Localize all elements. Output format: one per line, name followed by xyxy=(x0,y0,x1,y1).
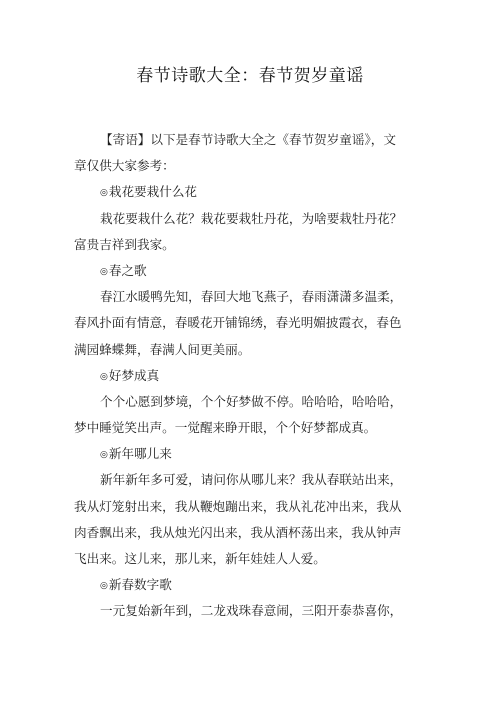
section-heading xyxy=(74,179,390,205)
intro-line: 章仅供大家参考： xyxy=(74,158,175,174)
section-heading-text: 栽花要栽什么花 xyxy=(108,184,198,200)
poem-line: 我从灯笼射出来，我从鞭炮蹦出来，我从礼花冲出来，我从 xyxy=(74,498,402,514)
section-heading-text: 好梦成真 xyxy=(108,367,160,383)
section-heading-text: 新春数字歌 xyxy=(108,577,172,593)
poem-line: 春风扑面有情意，春暖花开铺锦绣，春光明媚披霞衣，春色 xyxy=(74,315,402,331)
poem-line: 满园蜂蝶舞，春满人间更美丽。 xyxy=(74,341,251,357)
bullet-icon: ◎ xyxy=(100,371,108,382)
poem-line: 一元复始新年到，二龙戏珠春意闹，三阳开泰恭喜你， xyxy=(100,603,403,619)
poem-line: 个个心愿到梦境，个个好梦做不停。哈哈哈，哈哈哈， xyxy=(100,393,403,409)
poem-line: 肉香飘出来，我从烛光闪出来，我从酒杯荡出来，我从钟声 xyxy=(74,524,402,540)
bullet-icon: ◎ xyxy=(100,266,108,277)
section-heading xyxy=(74,258,390,284)
poem-line: 春江水暖鸭先知，春回大地飞燕子，春雨潇潇多温柔， xyxy=(100,289,403,305)
bullet-icon: ◎ xyxy=(100,581,108,592)
bullet-icon: ◎ xyxy=(100,188,108,199)
poem-line: 飞出来。这儿来，那儿来，新年娃娃人人爱。 xyxy=(74,551,326,566)
poem-line: 栽花要栽什么花？栽花要栽牡丹花，为啥要栽牡丹花？ xyxy=(100,210,403,226)
section-heading xyxy=(74,441,390,467)
intro-line: 【寄语】以下是春节诗歌大全之《春节贺岁童谣》，文 xyxy=(100,132,396,147)
poem-line: 梦中睡觉笑出声。一觉醒来睁开眼，个个好梦都成真。 xyxy=(74,420,377,436)
poem-line: 富贵吉祥到我家。 xyxy=(74,236,175,252)
section-heading xyxy=(74,363,390,389)
section-heading xyxy=(74,572,390,598)
section-heading-text: 春之歌 xyxy=(108,262,147,278)
bullet-icon: ◎ xyxy=(100,450,108,461)
poem-line: 新年新年多可爱，请问你从哪儿来？我从春联站出来， xyxy=(100,472,403,488)
document-body xyxy=(74,127,403,625)
section-heading-text: 新年哪儿来 xyxy=(108,446,172,462)
page-title: 春节诗歌大全：春节贺岁童谣 xyxy=(136,66,364,86)
